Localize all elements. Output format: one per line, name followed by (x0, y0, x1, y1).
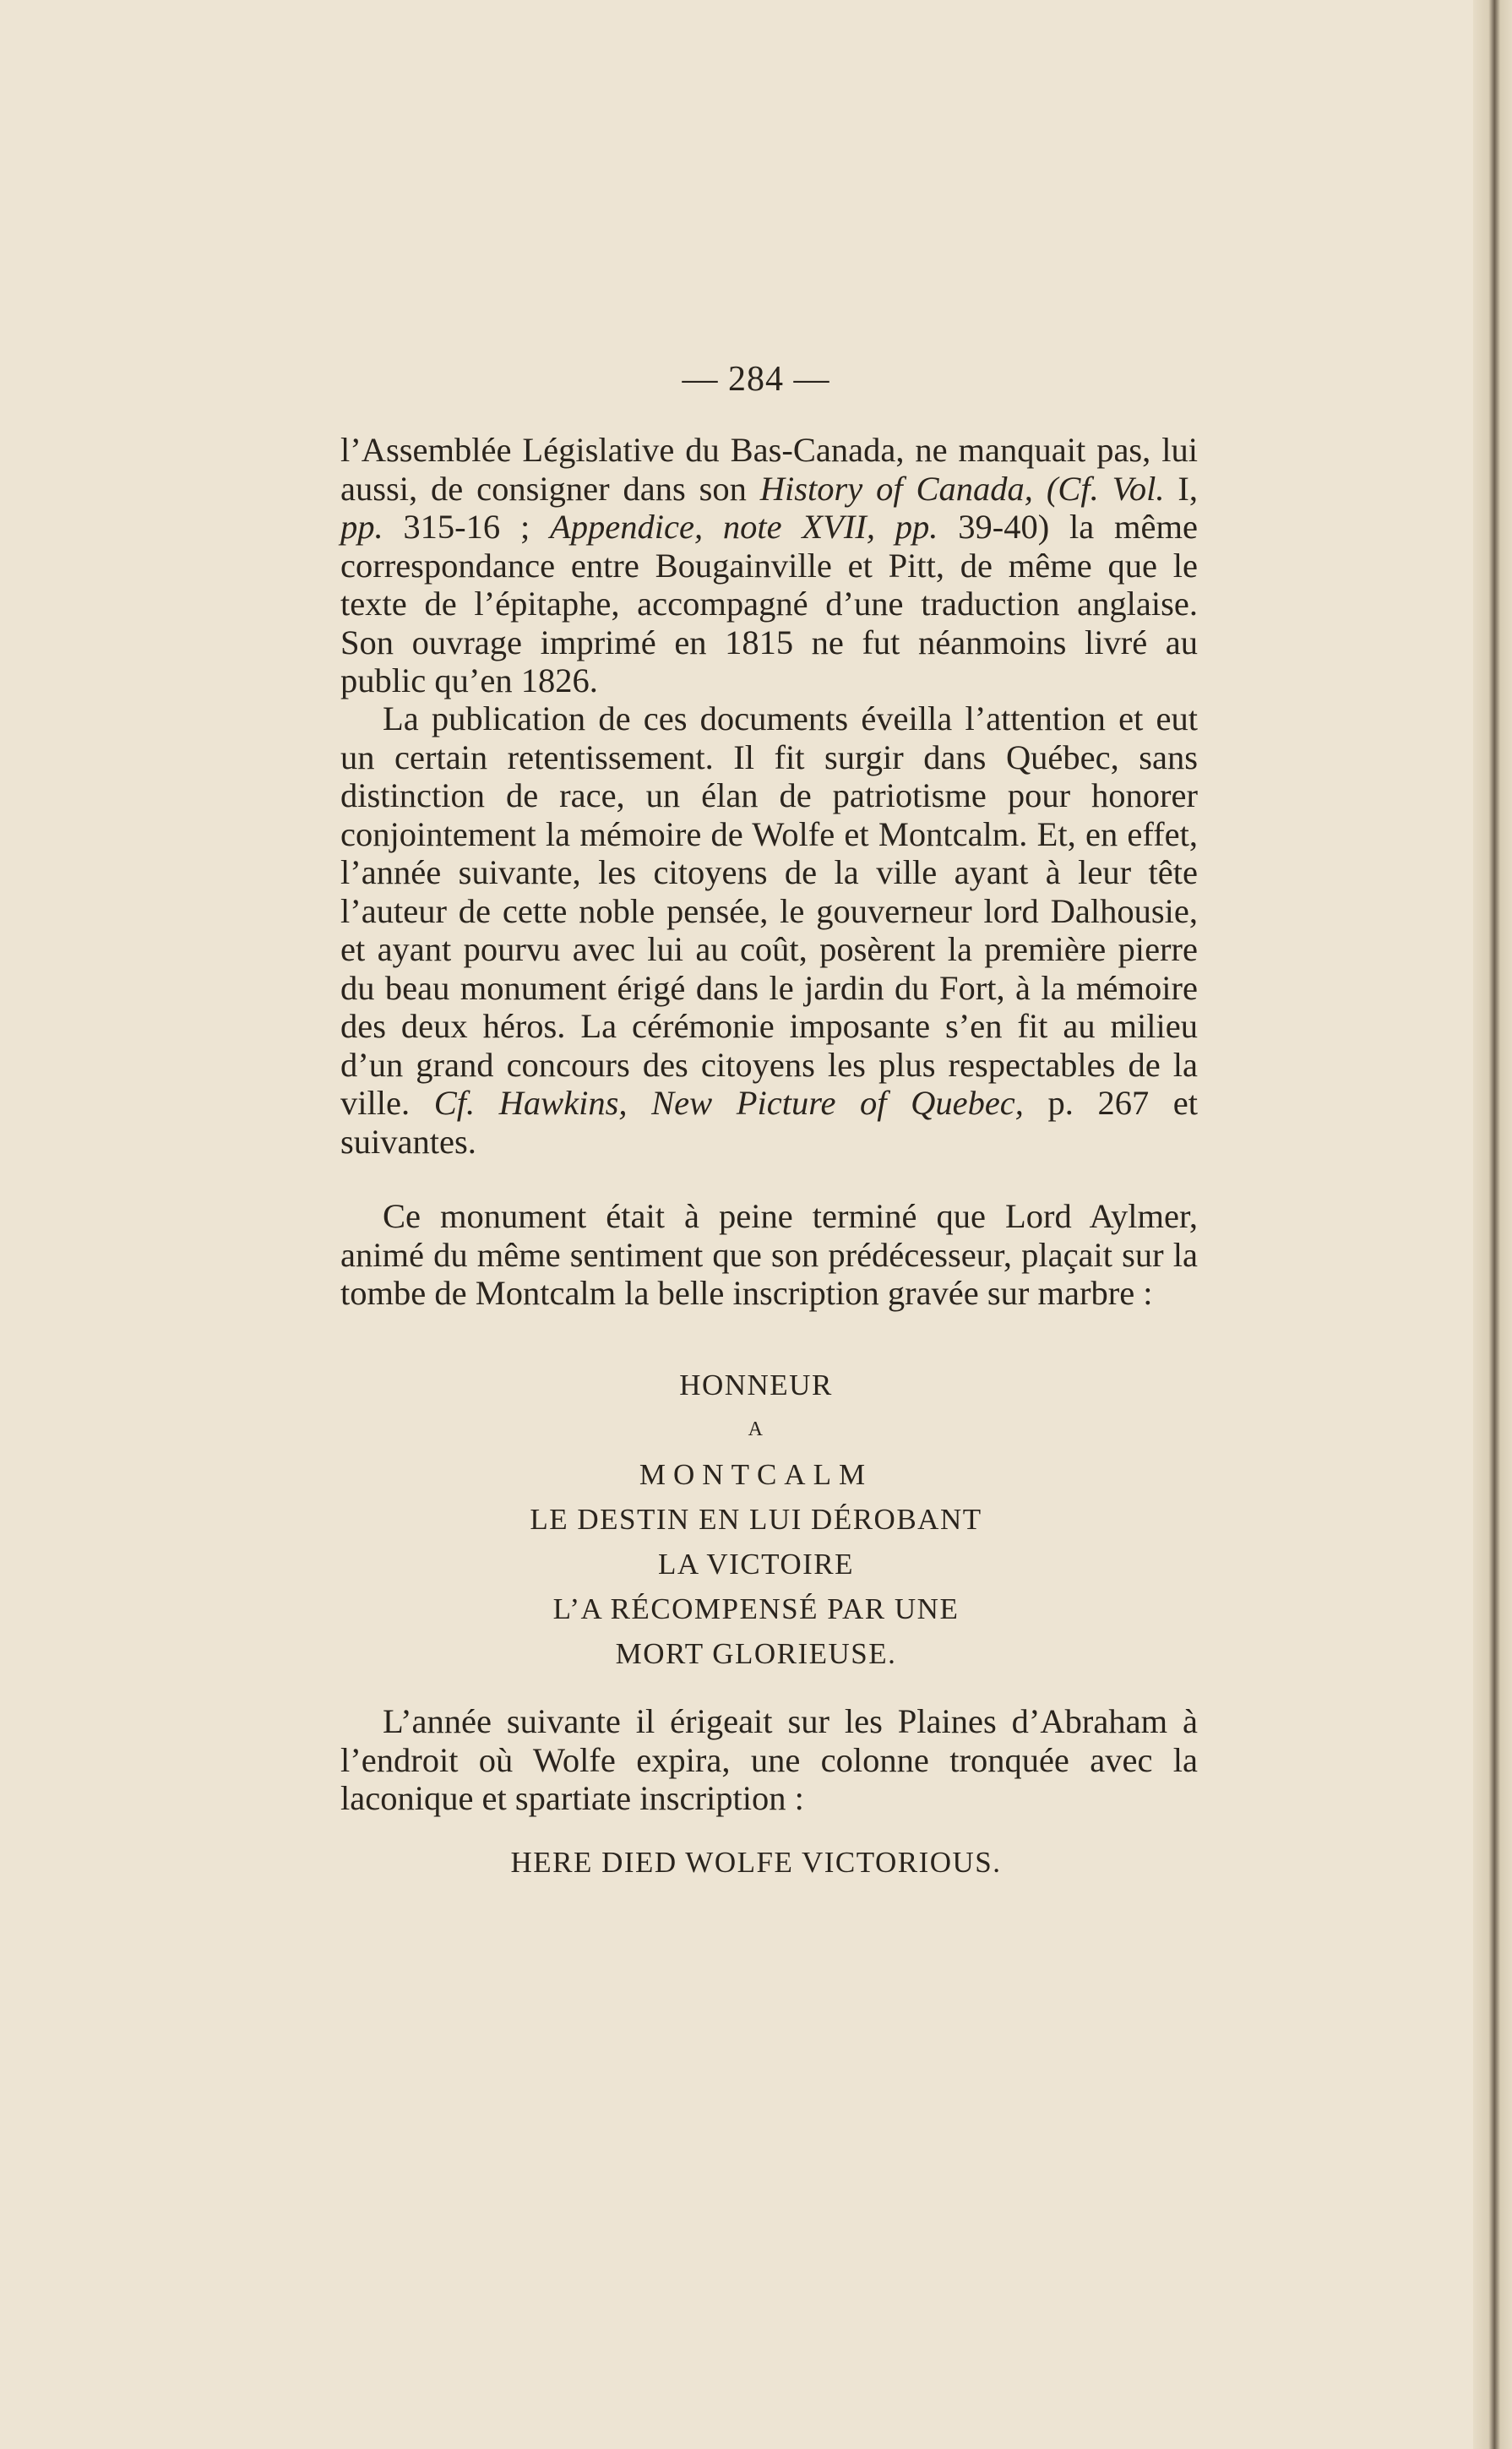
inscription-line-7: MORT GLORIEUSE. (615, 1637, 897, 1670)
para2-italic-1: Cf. Hawkins, New Picture of Quebec, (433, 1084, 1024, 1122)
paragraph-2 (340, 699, 1198, 1161)
wolfe-inscription: HERE DIED WOLFE VICTORIOUS. (510, 1846, 1002, 1879)
para2-text-1: La publication de ces documents éveilla l’attention et eut un certain retentissement. Il fit surgir dans Québec, sans distinction de race, un élan de patriotisme pour honorer conjointement la mémoire de Wolfe et Montcalm. Et, en effet, l’année suivante, les citoyens de la ville ayant à leur tête l’auteur de cette noble pensée, le gouverneur lord Dalhousie, et ayant pourvu avec lui au coût, posèrent la première pierre du beau monument érigé dans le jardin du Fort, à la mémoire des deux héros. La cérémonie imposante s’en fit au milieu d’un grand concours des citoyens les plus respectables de la ville. (340, 699, 1198, 1122)
para1-italic-2: pp. (340, 508, 383, 546)
inscription-line-1: HONNEUR (679, 1369, 833, 1401)
para1-text-3: 315-16 ; (383, 508, 551, 546)
page-number: — 284 — (682, 360, 830, 399)
para2-text-2: p. 267 et suivantes. (340, 1084, 1199, 1161)
paragraph-1 (340, 431, 1198, 700)
montcalm-inscription (0, 1363, 1512, 1676)
inscription-line-3: MONTCALM (639, 1458, 873, 1491)
para1-text-2: I, (1164, 469, 1198, 508)
paragraph-3 (340, 1197, 1198, 1313)
para4-text: L’année suivante il érigeait sur les Plaines d’Abraham à l’endroit où Wolfe expira, une colonne tronquée avec la laconique et spartiate inscription : (340, 1702, 1198, 1817)
para1-italic-3: Appendice, note XVII, pp. (550, 508, 938, 546)
inscription-line-5: LA VICTOIRE (657, 1548, 855, 1581)
para1-text-4: 39-40) la même correspondance entre Bougainville et Pitt, de même que le texte de l’épitaphe, accompagné d’une traduction anglaise. Son ouvrage imprimé en 1815 ne fut néanmoins livré au public qu’en 1826. (340, 508, 1198, 699)
inscription-line-4: LE DESTIN EN LUI DÉROBANT (530, 1503, 982, 1536)
para1-italic-1: History of Canada, (Cf. Vol. (759, 469, 1165, 508)
inscription-line-2: A (748, 1418, 764, 1440)
para3-text: Ce monument était à peine terminé que Lord Aylmer, animé du même sentiment que son prédécesseur, plaçait sur la tombe de Montcalm la belle inscription gravée sur marbre : (340, 1197, 1198, 1312)
para1-text-1: l’Assemblée Législative du Bas-Canada, ne manquait pas, lui aussi, de consigner dans son (340, 431, 1198, 508)
inscription-line-6: L’A RÉCOMPENSÉ PAR UNE (552, 1592, 960, 1625)
paragraph-4 (340, 1702, 1198, 1818)
